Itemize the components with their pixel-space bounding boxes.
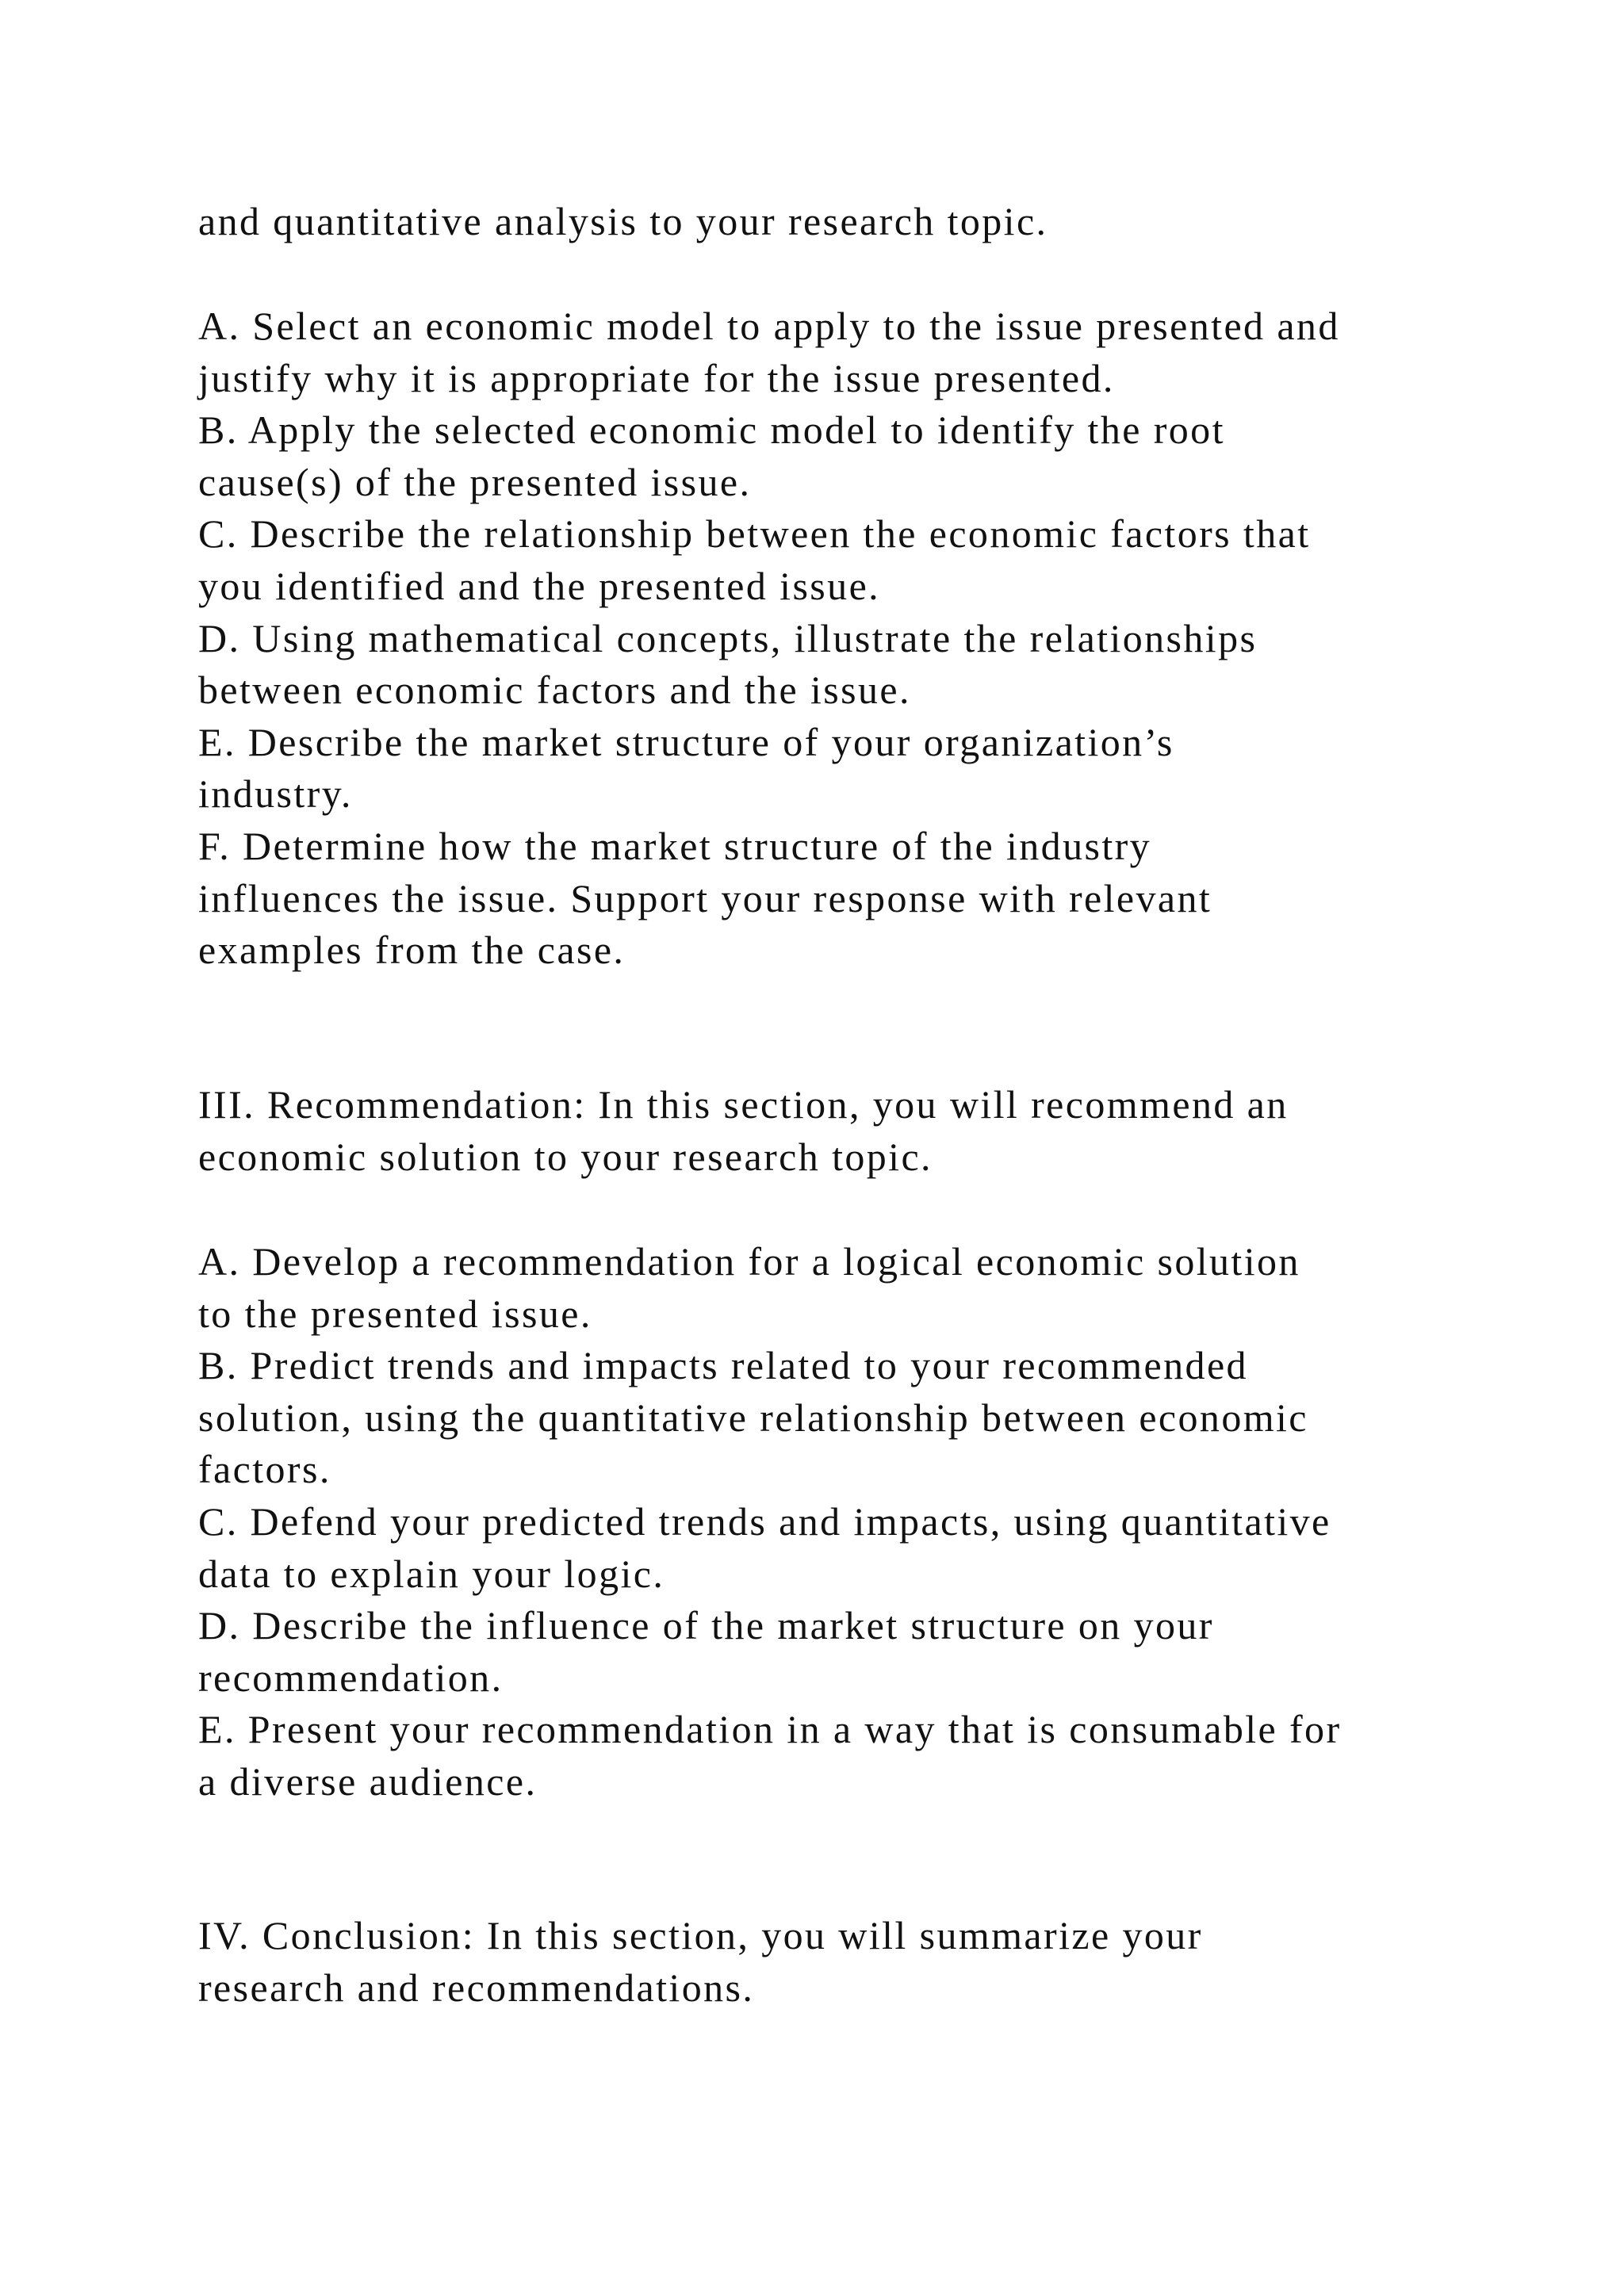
item-b-line-1: B. Apply the selected economic model to identify the root <box>198 408 1225 453</box>
item-a-line-2: to the presented issue. <box>198 1291 592 1336</box>
item-f-line-3: examples from the case. <box>198 928 626 973</box>
item-c-line-2: you identified and the presented issue. <box>198 563 881 608</box>
item-a-line-2: justify why it is appropriate for the issue presented. <box>198 355 1115 400</box>
item-d-line-2: recommendation. <box>198 1655 504 1700</box>
item-e-line-2: a diverse audience. <box>198 1758 538 1804</box>
heading-line-2: research and recommendations. <box>198 1965 755 2010</box>
item-d-line-1: D. Using mathematical concepts, illustrate the relationships <box>198 615 1258 660</box>
text-line: and quantitative analysis to your research topic. <box>198 199 1048 243</box>
item-a-line-1: A. Develop a recommendation for a logical economic solution <box>198 1239 1300 1284</box>
item-c-line-1: C. Describe the relationship between the economic factors that <box>198 511 1311 557</box>
heading-line-1: III. Recommendation: In this section, you will recommend an <box>198 1082 1289 1127</box>
item-e-line-1: E. Present your recommendation in a way that is consumable for <box>198 1707 1342 1752</box>
item-f-line-2: influences the issue. Support your response with relevant <box>198 875 1212 920</box>
section-iii-heading <box>198 1079 1499 1183</box>
item-f-line-1: F. Determine how the market structure of the industry <box>198 823 1152 868</box>
item-e-line-1: E. Describe the market structure of your organization’s <box>198 719 1174 764</box>
item-e-line-2: industry. <box>198 771 353 817</box>
item-a-line-1: A. Select an economic model to apply to the issue presented and <box>198 304 1340 348</box>
intro-paragraph <box>198 196 1499 248</box>
section-iv-heading <box>198 1910 1499 2014</box>
heading-line-2: economic solution to your research topic. <box>198 1134 933 1179</box>
section-ii-item-list <box>198 300 1499 977</box>
item-b-line-2: cause(s) of the presented issue. <box>198 459 752 504</box>
item-c-line-2: data to explain your logic. <box>198 1551 665 1596</box>
heading-line-1: IV. Conclusion: In this section, you will summarize your <box>198 1913 1203 1957</box>
item-b-line-2: solution, using the quantitative relationship between economic <box>198 1395 1308 1440</box>
item-d-line-2: between economic factors and the issue. <box>198 668 911 713</box>
item-d-line-1: D. Describe the influence of the market structure on your <box>198 1603 1214 1648</box>
section-iii-item-list <box>198 1236 1499 1808</box>
item-b-line-1: B. Predict trends and impacts related to your recommended <box>198 1343 1248 1388</box>
item-b-line-3: factors. <box>198 1447 331 1492</box>
item-c-line-1: C. Defend your predicted trends and impacts, using quantitative <box>198 1498 1331 1544</box>
